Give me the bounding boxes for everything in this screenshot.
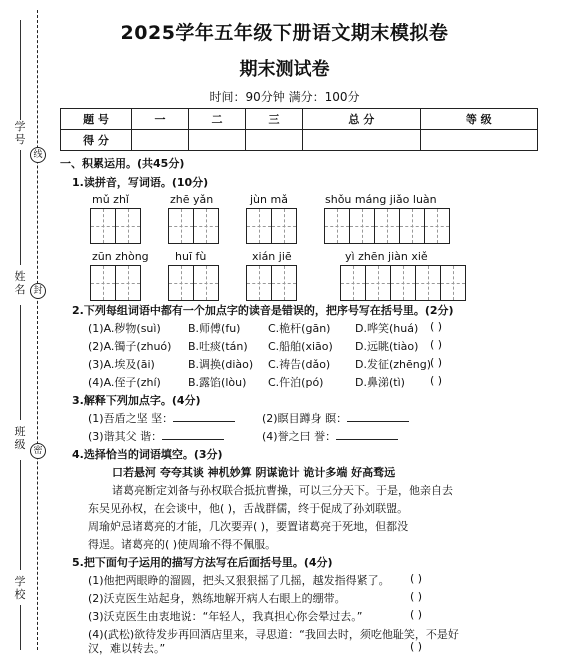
q4-word-bank: 口若悬河 夸夸其谈 神机妙算 阴谋诡计 诡计多端 好高骛远	[112, 466, 396, 479]
q1-pinyin: zūn zhòng	[92, 250, 149, 263]
writing-grid[interactable]	[168, 265, 219, 301]
q4-text-line: 得逞。诸葛亮的( )使周瑜不得不佩服。	[88, 538, 277, 551]
q2-option: (4)A.侄子(zhí)	[88, 376, 161, 389]
writing-grid[interactable]	[246, 208, 297, 244]
q5-answer-paren[interactable]: ( )	[410, 608, 423, 621]
q2-option: (1)A.秽物(suì)	[88, 322, 161, 335]
score-header-cell: 二	[189, 109, 246, 130]
q5-sentence: 汉，难以转去。”	[88, 642, 166, 655]
binding-field-line	[20, 460, 21, 570]
q2-option: (3)A.埃及(āi)	[88, 358, 155, 371]
q5-sentence: (2)沃克医生站起身，熟练地解开病人右眼上的绷带。	[88, 592, 346, 605]
answer-blank[interactable]	[347, 421, 409, 422]
writing-grid[interactable]	[246, 265, 297, 301]
q1-pinyin: shǒu máng jiǎo luàn	[325, 193, 437, 206]
q2-option: D.发征(zhēng)	[355, 358, 432, 371]
q2-option: D.远眺(tiào)	[355, 340, 419, 353]
binding-label-school: 学校	[14, 575, 26, 601]
binding-seal-mi: 密	[30, 443, 46, 459]
q1-pinyin: jùn mǎ	[250, 193, 288, 206]
writing-grid[interactable]	[90, 265, 141, 301]
q3-item: (2)瞑目蹲身 瞑：	[262, 410, 409, 426]
q1-pinyin: zhē yǎn	[170, 193, 214, 206]
q2-answer-paren[interactable]: ( )	[430, 338, 443, 351]
q1-pinyin: yì zhēn jiàn xiě	[345, 250, 428, 263]
answer-blank[interactable]	[162, 439, 224, 440]
writing-grid[interactable]	[168, 208, 219, 244]
score-cell[interactable]	[132, 130, 189, 151]
q2-option: D.哗笑(huá)	[355, 322, 419, 335]
q2-option: C.祷告(dǎo)	[268, 358, 331, 371]
binding-label-class: 班级	[14, 425, 26, 451]
q2-option: B.露馅(lòu)	[188, 376, 247, 389]
q2-option: B.师傅(fu)	[188, 322, 241, 335]
writing-grid[interactable]	[90, 208, 141, 244]
score-cell[interactable]	[189, 130, 246, 151]
binding-field-line	[20, 305, 21, 420]
binding-field-line	[20, 150, 21, 265]
score-cell[interactable]	[246, 130, 303, 151]
score-header-cell: 三	[246, 109, 303, 130]
q2-option: C.桅杆(gān)	[268, 322, 331, 335]
q3-item: (4)誉之曰 誉：	[262, 428, 398, 444]
q1-pinyin: huī fù	[175, 250, 207, 263]
q2-title: 2.下列每组词语中都有一个加点字的读音是错误的，把序号写在括号里。(2分)	[72, 304, 454, 317]
q5-answer-paren[interactable]: ( )	[410, 640, 423, 653]
score-table-score-row	[61, 130, 538, 151]
score-row-label: 得 分	[61, 130, 132, 151]
binding-field-line	[20, 605, 21, 650]
section-1-title: 一、积累运用。(共45分)	[60, 157, 185, 170]
q2-option: C.仵泊(pó)	[268, 376, 324, 389]
q3-item: (3)谐其父 谐：	[88, 428, 224, 444]
q4-title: 4.选择恰当的词语填空。(3分)	[72, 448, 223, 461]
q2-answer-paren[interactable]: ( )	[430, 356, 443, 369]
q5-title: 5.把下面句子运用的描写方法写在后面括号里。(4分)	[72, 556, 333, 569]
score-table-header-row	[61, 109, 538, 130]
score-header-cell: 题 号	[61, 109, 132, 130]
q2-answer-paren[interactable]: ( )	[430, 320, 443, 333]
q4-text-line: 诸葛亮断定刘备与孙权联合抵抗曹操，可以三分天下。于是，他亲自去	[112, 484, 453, 497]
q2-option: C.船舶(xiāo)	[268, 340, 333, 353]
q2-option: D.鼻涕(tì)	[355, 376, 405, 389]
binding-seal-xian: 线	[30, 147, 46, 163]
binding-label-student-id: 学号	[14, 120, 26, 146]
q1-pinyin: xián jiē	[252, 250, 292, 263]
q5-sentence: (1)他把两眼睁的溜圆，把头又狠狠摇了几摇，越发指得紧了。	[88, 574, 390, 587]
q3-title: 3.解释下列加点字。(4分)	[72, 394, 201, 407]
exam-subtitle: 期末测试卷	[239, 59, 330, 80]
q1-title: 1.读拼音，写词语。(10分)	[72, 176, 209, 189]
score-header-cell: 总 分	[303, 109, 420, 130]
q5-sentence: (3)沃克医生由衷地说：“年轻人，我真担心你会晕过去。”	[88, 610, 363, 623]
q1-pinyin: mǔ zhǐ	[92, 193, 129, 206]
q2-option: (2)A.镯子(zhuó)	[88, 340, 172, 353]
score-table	[60, 108, 538, 151]
score-cell[interactable]	[420, 130, 537, 151]
q4-text-line: 东吴见孙权，在会谈中，他( )，舌战群儒，终于促成了孙刘联盟。	[88, 502, 409, 515]
score-cell[interactable]	[303, 130, 420, 151]
binding-seal-feng: 封	[30, 283, 46, 299]
binding-dashed-line	[37, 10, 38, 650]
writing-grid[interactable]	[340, 265, 466, 301]
q4-text-line: 周瑜妒忌诸葛亮的才能，几次要弄( )，要置诸葛亮于死地，但都没	[88, 520, 409, 533]
answer-blank[interactable]	[336, 439, 398, 440]
answer-blank[interactable]	[173, 421, 235, 422]
q5-sentence: (4)(武松)欲待发步再回酒店里来，寻思道：“我回去时，须吃他耻笑，不是好	[88, 628, 459, 641]
q5-answer-paren[interactable]: ( )	[410, 572, 423, 585]
q2-answer-paren[interactable]: ( )	[430, 374, 443, 387]
q2-option: B.吐痰(tán)	[188, 340, 248, 353]
writing-grid[interactable]	[324, 208, 450, 244]
q5-answer-paren[interactable]: ( )	[410, 590, 423, 603]
score-header-cell: 一	[132, 109, 189, 130]
binding-label-name: 姓名	[14, 270, 26, 296]
q2-option: B.调换(diào)	[188, 358, 254, 371]
exam-meta: 时间：90分钟 满分：100分	[209, 90, 360, 104]
exam-title: 2025学年五年级下册语文期末模拟卷	[120, 22, 449, 44]
q3-item: (1)吾盾之坚 坚：	[88, 410, 235, 426]
score-header-cell: 等 级	[420, 109, 537, 130]
